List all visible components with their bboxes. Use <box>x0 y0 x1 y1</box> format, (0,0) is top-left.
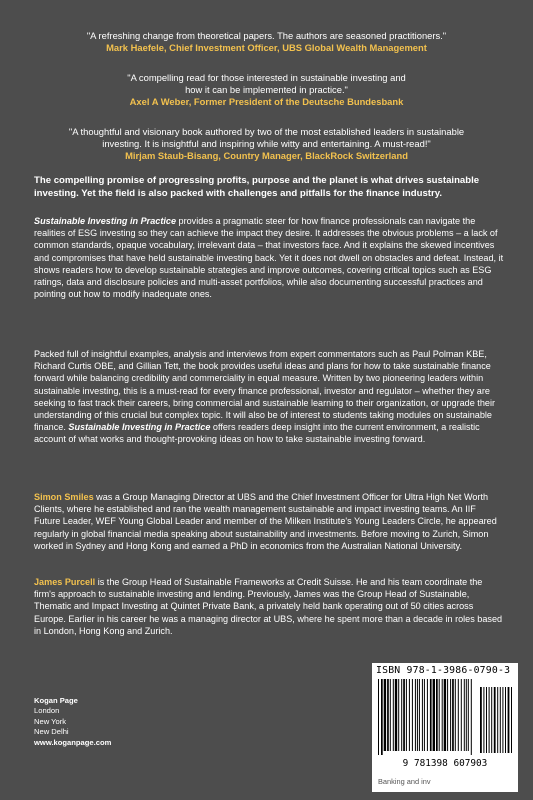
barcode-bar <box>427 679 428 751</box>
quote-3-attribution: Mirjam Staub-Bisang, Country Manager, BlackRock Switzerland <box>125 150 408 161</box>
publisher-city-newdelhi: New Delhi <box>34 727 69 737</box>
barcode-bar <box>401 679 402 751</box>
addon-bar <box>489 687 490 753</box>
barcode-bar <box>417 679 418 751</box>
barcode-bar <box>471 679 472 755</box>
publisher-block <box>34 696 111 748</box>
author-1-bio: was a Group Managing Director at UBS and the Chief Investment Officer for Ultra High Net Worth Clients, where he established and ran the wealth management sustainable and impact investing teams. An IIF Future Leader, WEF Young Global Leader and member of the Milken Institute's Young Leaders Circle, he appeared regularly in global financial media speaking about sustainability and investments. Before moving to Zurich, Simon worked in Sydney and Hong Kong and earned a PhD in economics from the Australian National University. <box>34 492 497 551</box>
barcode-bar <box>444 679 446 751</box>
barcode-box <box>372 663 518 773</box>
quote-2-text-line2: how it can be implemented in practice." <box>185 84 348 95</box>
barcode-bar <box>461 679 462 751</box>
barcode-bar <box>403 679 405 751</box>
barcode-bar <box>415 679 416 751</box>
barcode-image <box>376 679 516 757</box>
author-bio-1 <box>34 491 504 552</box>
barcode-bar <box>433 679 435 751</box>
publisher-city-newyork: New York <box>34 716 67 726</box>
barcode-bar <box>419 679 420 751</box>
author-2-name: James Purcell <box>34 577 96 587</box>
lead-statement: The compelling promise of progressing profits, purpose and the planet is what drives sustainable investing. Yet the field is also packed with challenges and pitfalls for the finance industry. <box>34 175 480 199</box>
barcode-bar <box>412 679 413 751</box>
quote-3-text-line1: "A thoughtful and visionary book authored by two of the most established leaders in sustainable <box>68 126 465 137</box>
addon-bar <box>511 687 512 753</box>
publisher-website: www.koganpage.com <box>34 737 112 747</box>
addon-bar <box>502 687 503 753</box>
barcode-bar <box>381 679 383 755</box>
barcode-bar <box>398 679 399 751</box>
book-title-italic-2: Sustainable Investing in Practice <box>68 422 211 433</box>
publisher-city-london: London <box>34 706 60 716</box>
barcode-bar <box>424 679 425 751</box>
barcode-bar <box>466 679 467 751</box>
barcode-bar <box>378 679 379 755</box>
category-label: Banking and inv <box>378 777 431 786</box>
barcode-bar <box>439 679 440 751</box>
barcode-bar <box>458 679 459 751</box>
quote-3 <box>20 126 513 162</box>
addon-bar <box>483 687 484 753</box>
barcode-bar <box>387 679 389 751</box>
description-paragraph-2 <box>34 348 504 446</box>
author-2-bio: is the Group Head of Sustainable Frameworks at Credit Suisse. He and his team coordinate the firm's approach to sustainable investing and lending. Previously, James was the Group Head of Sustainable, Thematic and Impact Investing at Quintet Private Bank, a privately held bank operating out of 50 cities across Europe. Earlier in his career he was a managing director at UBS, where he spent more than a decade in roles based in London, Hong Kong and Zurich. <box>34 577 503 636</box>
quote-1-text: "A refreshing change from theoretical papers. The authors are seasoned practitioners." <box>86 30 447 41</box>
barcode-bar <box>468 679 469 751</box>
author-1-name: Simon Smiles <box>34 492 94 502</box>
addon-bar <box>508 687 510 753</box>
description-paragraph-1 <box>34 215 504 300</box>
author-bio-2 <box>34 576 504 637</box>
barcode-bar <box>436 679 438 751</box>
barcode-bar <box>422 679 423 751</box>
barcode-bar <box>390 679 391 751</box>
book-title-italic: Sustainable Investing in Practice <box>34 216 177 226</box>
quote-2-attribution: Axel A Weber, Former President of the Deutsche Bundesbank <box>129 96 404 107</box>
barcode-bar <box>455 679 456 751</box>
para1-text: provides a pragmatic steer for how finance professionals can navigate the realities of ESG investing so they can achieve the impact they desire. It addresses the obvious problems – a lack of common standards, opaque vocabulary, irrelevant data – that investors face. And it explains the skewed incentives and compromises that have held sustainable investing back. Yet it does not dwell on obstacles and defeat. Instead, it shows readers how to develop sustainable strategies and improve outcomes, covering critical topics such as ESG ratings, data and disclosure policies and multi-asset portfolios, while also documenting successful practices and pointing out how to modify inadequate ones. <box>34 216 504 300</box>
quote-1-attribution: Mark Haefele, Chief Investment Officer, UBS Global Wealth Management <box>106 42 427 53</box>
category-box <box>372 773 518 792</box>
addon-bar <box>500 687 501 753</box>
barcode-bar <box>406 679 407 751</box>
addon-bar <box>494 687 496 753</box>
barcode-bar <box>430 679 432 751</box>
barcode-bar <box>452 679 454 751</box>
addon-bar <box>505 687 506 753</box>
quote-2 <box>20 72 513 108</box>
barcode-bar <box>393 679 394 751</box>
barcode-bar <box>442 679 443 751</box>
publisher-name: Kogan Page <box>34 696 78 705</box>
para2-text-end: offers readers deep insight into the current environment, a realistic account of what works and thought-provoking ideas on how to take sustainable investing forward. <box>34 422 480 445</box>
barcode-bar <box>409 679 410 751</box>
barcode-bar <box>395 679 397 751</box>
addon-bar <box>497 687 498 753</box>
barcode-bar <box>384 679 386 751</box>
ean-digits: 9 781398 607903 <box>402 758 488 769</box>
addon-bar <box>491 687 492 753</box>
barcode-bar <box>464 679 465 751</box>
barcode-bar <box>447 679 448 751</box>
quote-3-text-line2: investing. It is insightful and inspiring while witty and entertaining. A must-read!" <box>102 138 431 149</box>
isbn-label: ISBN 978-1-3986-0790-3 <box>376 665 511 676</box>
quote-1 <box>20 30 513 54</box>
addon-bar <box>480 687 482 753</box>
barcode-bar <box>450 679 451 751</box>
para2-text-start: Packed full of insightful examples, analysis and interviews from expert commentators such as Paul Polman KBE, Richard Curtis OBE, and Gillian Tett, the book provides useful ideas and plans for how to take sustainable finance forward while balancing credibility and commerciality in equal measure. Written by two pioneering leaders within sustainable investing, this is a must-read for every finance professional, investor and regulator – whether they are seeking to fast track their careers, bring commercial and sustainable learning to their organization, or upgrade their understanding of this crucial but complex topic. It will also be of interest to students taking modules on sustainable finance. <box>34 349 495 433</box>
addon-bar <box>486 687 487 753</box>
quote-2-text-line1: "A compelling read for those interested in sustainable investing and <box>127 72 406 83</box>
